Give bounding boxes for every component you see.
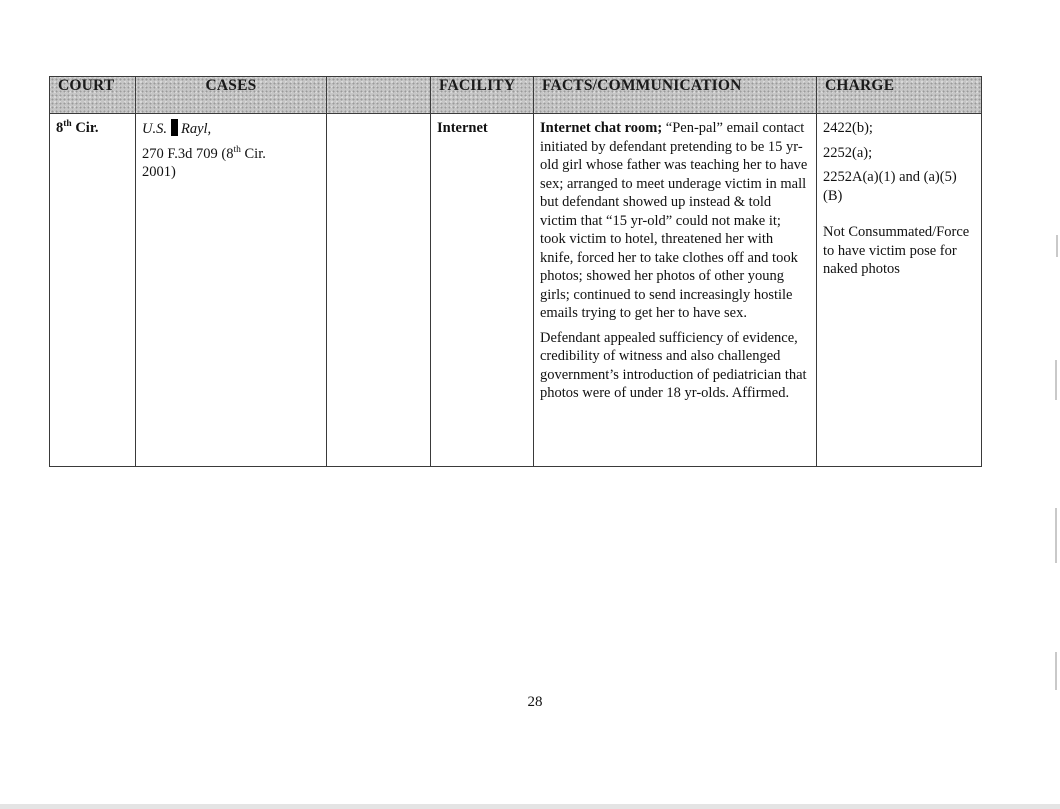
scan-artifact xyxy=(1056,235,1058,257)
case-citation xyxy=(142,145,280,182)
table-header-row xyxy=(50,77,982,114)
scan-artifact xyxy=(1055,360,1057,400)
blank-header xyxy=(327,77,431,114)
charge-item: 2422(b); xyxy=(823,120,873,136)
facts-header: FACTS/COMMUNICATION xyxy=(534,77,817,114)
charge-cell xyxy=(817,114,982,467)
court-cell xyxy=(50,114,136,467)
case-name-prefix: U.S. xyxy=(142,121,167,137)
charge-item: 2252(a); xyxy=(823,144,873,161)
facts-paragraph-2: Defendant appealed sufficiency of evidence, credibility of witness and also challenged government’s introduction of pediatrician that photos were of under 18 yr-olds. Affirmed. xyxy=(540,329,807,401)
facts-body: “Pen-pal” email contact initiated by defendant pretending to be 15 yr-old girl whose father was teaching her to have sex; arranged to meet underage victim in mall but defendant showed up instead & told victim that “15 yr-old” could not make it; took victim to hotel, threatened her with knife, forced her to take clothes off and took photos; showed her photos of other young girls; continued to send increasingly hostile emails trying to get her to have sex. xyxy=(540,120,808,321)
court-header: COURT xyxy=(50,77,136,114)
case-name xyxy=(142,119,320,139)
facility-header: FACILITY xyxy=(431,77,534,114)
scan-artifact xyxy=(1055,508,1057,563)
table-row xyxy=(50,114,982,467)
page-edge xyxy=(0,804,1060,809)
facts-cell xyxy=(534,114,817,467)
blank-cell xyxy=(327,114,431,467)
case-name-suffix: Rayl, xyxy=(180,121,212,137)
citation-ordinal: th xyxy=(233,144,241,155)
case-cell xyxy=(136,114,327,467)
court-ordinal: th xyxy=(63,119,72,130)
facility-cell: Internet xyxy=(431,114,534,467)
court-suffix: Cir. xyxy=(71,120,99,136)
redaction-bar xyxy=(171,119,178,136)
court-text: 8 xyxy=(56,120,64,136)
facts-paragraph-1 xyxy=(540,119,810,323)
cases-header: CASES xyxy=(136,77,327,114)
page-number: 28 xyxy=(527,694,543,710)
charge-header: CHARGE xyxy=(817,77,982,114)
facts-lead: Internet chat room; xyxy=(540,120,663,136)
charge-item: 2252A(a)(1) and (a)(5)(B) xyxy=(823,169,957,204)
scan-artifact xyxy=(1055,652,1057,690)
charge-note: Not Consummated/Force to have victim pose for naked photos xyxy=(823,224,970,277)
citation-suffix: Cir. 2001) xyxy=(142,145,266,180)
citation-text: 270 F.3d 709 (8 xyxy=(142,145,234,162)
case-table xyxy=(49,76,982,467)
